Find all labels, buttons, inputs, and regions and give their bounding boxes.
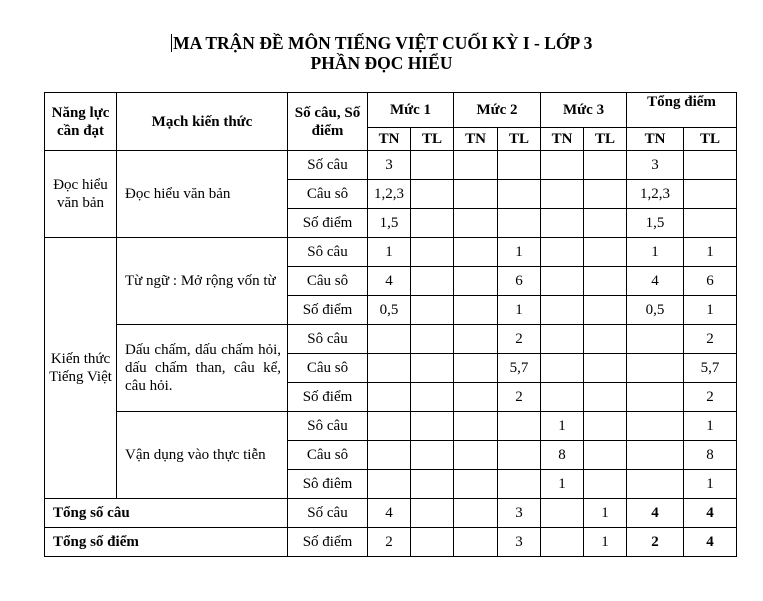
cell — [454, 528, 498, 557]
cell: 8 — [684, 441, 737, 470]
cell — [584, 238, 627, 267]
cell — [411, 383, 454, 412]
cell: 1 — [541, 412, 584, 441]
cell — [541, 499, 584, 528]
mach-kien-thuc-cell: Vận dụng vào thực tiễn — [117, 412, 288, 499]
cell — [368, 383, 411, 412]
cell — [411, 151, 454, 180]
cell — [584, 180, 627, 209]
cell: 1 — [498, 296, 541, 325]
cell: 6 — [684, 267, 737, 296]
cell — [411, 470, 454, 499]
cell — [541, 325, 584, 354]
table-row — [45, 325, 737, 354]
cell — [584, 325, 627, 354]
cell: 4 — [627, 499, 684, 528]
cell — [411, 296, 454, 325]
cell — [454, 470, 498, 499]
header-tn: TN — [454, 128, 498, 151]
cell: 3 — [368, 151, 411, 180]
nang-luc-cell: Đọc hiểu văn bản — [45, 151, 117, 238]
header-tn: TN — [368, 128, 411, 151]
cell — [454, 151, 498, 180]
cell — [584, 209, 627, 238]
header-muc-2: Mức 2 — [454, 93, 541, 128]
cell: 1,2,3 — [368, 180, 411, 209]
cell — [541, 383, 584, 412]
cell — [411, 325, 454, 354]
cell — [454, 238, 498, 267]
cell — [498, 180, 541, 209]
table-row — [45, 238, 737, 267]
row-label: Sô câu — [288, 412, 368, 441]
cell — [454, 383, 498, 412]
cell: 4 — [627, 267, 684, 296]
cell — [411, 412, 454, 441]
row-label: Câu sô — [288, 180, 368, 209]
cell: 1 — [627, 238, 684, 267]
cell — [684, 209, 737, 238]
cell — [627, 441, 684, 470]
cell — [498, 441, 541, 470]
cell: 2 — [498, 383, 541, 412]
cell: 0,5 — [368, 296, 411, 325]
cell: 1 — [584, 528, 627, 557]
header-tl: TL — [684, 128, 737, 151]
cell — [584, 383, 627, 412]
row-label: Số câu — [288, 499, 368, 528]
header-tl: TL — [498, 128, 541, 151]
header-tl: TL — [584, 128, 627, 151]
cell — [541, 354, 584, 383]
cell: 1,5 — [368, 209, 411, 238]
cell — [627, 470, 684, 499]
header-tn: TN — [541, 128, 584, 151]
cell — [454, 180, 498, 209]
row-label: Số điểm — [288, 296, 368, 325]
text-cursor — [171, 34, 173, 52]
cell: 1 — [684, 470, 737, 499]
cell — [454, 296, 498, 325]
cell — [454, 499, 498, 528]
header-muc-1: Mức 1 — [368, 93, 454, 128]
header-row-1 — [45, 93, 737, 128]
cell — [411, 267, 454, 296]
cell — [627, 354, 684, 383]
header-so-cau-so-diem: Số câu, Số điểm — [288, 93, 368, 151]
total-row — [45, 499, 737, 528]
cell — [541, 267, 584, 296]
cell — [584, 296, 627, 325]
cell: 4 — [368, 267, 411, 296]
title-line-1: MA TRẬN ĐỀ MÔN TIẾNG VIỆT CUỐI KỲ I - LỚP 3 — [173, 33, 593, 53]
cell — [584, 470, 627, 499]
cell — [454, 412, 498, 441]
cell — [584, 354, 627, 383]
cell — [627, 325, 684, 354]
row-label: Câu sô — [288, 267, 368, 296]
cell: 5,7 — [684, 354, 737, 383]
document-subtitle: PHẦN ĐỌC HIỂU — [310, 53, 453, 73]
header-nang-luc: Năng lực cần đạt — [45, 93, 117, 151]
cell: 3 — [498, 499, 541, 528]
document-title — [0, 33, 763, 53]
cell: 1 — [684, 238, 737, 267]
cell: 1 — [541, 470, 584, 499]
cell — [411, 441, 454, 470]
cell — [454, 325, 498, 354]
cell — [454, 441, 498, 470]
cell — [541, 528, 584, 557]
cell: 2 — [368, 528, 411, 557]
cell: 0,5 — [627, 296, 684, 325]
cell — [454, 209, 498, 238]
cell — [541, 209, 584, 238]
cell — [411, 354, 454, 383]
cell — [454, 354, 498, 383]
cell — [411, 209, 454, 238]
cell: 2 — [498, 325, 541, 354]
cell — [684, 180, 737, 209]
cell — [411, 528, 454, 557]
table-row — [45, 412, 737, 441]
cell — [498, 209, 541, 238]
cell — [498, 412, 541, 441]
cell: 1 — [684, 412, 737, 441]
row-label: Số câu — [288, 151, 368, 180]
cell — [368, 470, 411, 499]
mach-kien-thuc-cell: Dấu chấm, dấu chấm hỏi, dấu chấm than, câu kể, câu hỏi. — [117, 325, 288, 412]
cell: 1 — [368, 238, 411, 267]
cell — [541, 151, 584, 180]
header-tong-diem: Tổng điểm — [627, 93, 737, 128]
total-row — [45, 528, 737, 557]
cell: 3 — [627, 151, 684, 180]
cell — [411, 499, 454, 528]
nang-luc-cell: Kiến thức Tiếng Việt — [45, 238, 117, 499]
cell: 1 — [498, 238, 541, 267]
cell — [454, 267, 498, 296]
cell — [584, 151, 627, 180]
table-row — [45, 151, 737, 180]
header-tn: TN — [627, 128, 684, 151]
cell — [368, 412, 411, 441]
cell — [584, 267, 627, 296]
cell: 4 — [684, 528, 737, 557]
cell: 1 — [584, 499, 627, 528]
cell: 2 — [627, 528, 684, 557]
mach-kien-thuc-cell: Đọc hiểu văn bản — [117, 151, 288, 238]
total-label: Tổng số điểm — [45, 528, 288, 557]
cell — [584, 441, 627, 470]
cell: 1,5 — [627, 209, 684, 238]
cell — [368, 441, 411, 470]
cell: 4 — [684, 499, 737, 528]
header-tl: TL — [411, 128, 454, 151]
cell: 6 — [498, 267, 541, 296]
cell — [368, 325, 411, 354]
cell: 1 — [684, 296, 737, 325]
cell — [498, 151, 541, 180]
header-mach-kien-thuc: Mạch kiến thức — [117, 93, 288, 151]
cell — [584, 412, 627, 441]
cell — [684, 151, 737, 180]
cell: 2 — [684, 325, 737, 354]
cell — [411, 180, 454, 209]
cell — [541, 238, 584, 267]
cell — [541, 296, 584, 325]
row-label: Sô câu — [288, 325, 368, 354]
row-label: Số điểm — [288, 528, 368, 557]
mach-kien-thuc-cell: Từ ngữ : Mở rộng vốn từ — [117, 238, 288, 325]
cell: 1,2,3 — [627, 180, 684, 209]
row-label: Câu sô — [288, 354, 368, 383]
cell: 2 — [684, 383, 737, 412]
cell — [541, 180, 584, 209]
row-label: Số điểm — [288, 383, 368, 412]
row-label: Sô câu — [288, 238, 368, 267]
row-label: Số điểm — [288, 209, 368, 238]
cell — [498, 470, 541, 499]
header-muc-3: Mức 3 — [541, 93, 627, 128]
row-label: Câu sô — [288, 441, 368, 470]
cell — [627, 383, 684, 412]
cell: 3 — [498, 528, 541, 557]
cell: 8 — [541, 441, 584, 470]
total-label: Tổng số câu — [45, 499, 288, 528]
row-label: Sô điêm — [288, 470, 368, 499]
cell: 4 — [368, 499, 411, 528]
cell — [627, 412, 684, 441]
test-matrix-table — [44, 92, 737, 557]
cell — [411, 238, 454, 267]
cell: 5,7 — [498, 354, 541, 383]
cell — [368, 354, 411, 383]
